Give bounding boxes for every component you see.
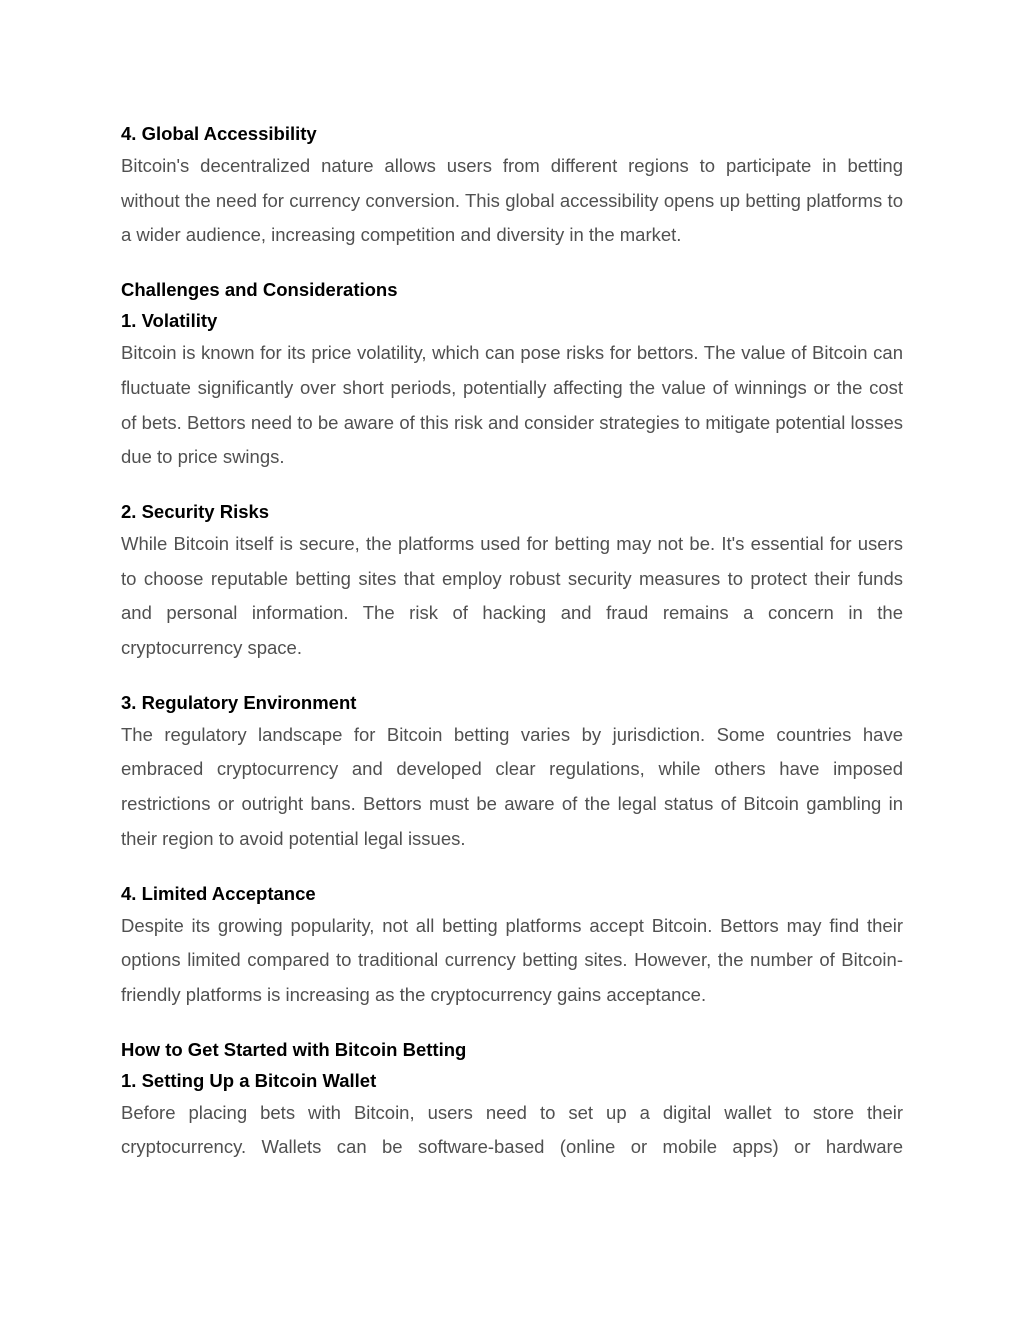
spacer xyxy=(121,666,903,687)
paragraph-security-risks: While Bitcoin itself is secure, the platforms used for betting may not be. It's essential for users to choose reputable betting sites that employ robust security measures to protect their funds and personal information. The risk of hacking and fraud remains a concern in the cryptocurrency space. xyxy=(121,532,903,659)
spacer xyxy=(121,253,903,274)
section-heading-get-started: How to Get Started with Bitcoin Betting xyxy=(121,1038,467,1060)
subheading-volatility: 1. Volatility xyxy=(121,310,218,332)
subheading-bitcoin-wallet: 1. Setting Up a Bitcoin Wallet xyxy=(121,1069,377,1091)
spacer xyxy=(121,857,903,878)
paragraph-bitcoin-wallet: Before placing bets with Bitcoin, users need to set up a digital wallet to store their cryptocurrency. Wallets can be software-based (online or mobile apps) or hardware xyxy=(121,1101,903,1158)
spacer xyxy=(121,475,903,496)
paragraph-global-accessibility: Bitcoin's decentralized nature allows users from different regions to participate in betting without the need for currency conversion. This global accessibility opens up betting platforms to a wider audience, increasing competition and diversity in the market. xyxy=(121,155,903,246)
section-heading-global-accessibility: 4. Global Accessibility xyxy=(121,123,317,144)
section-heading-challenges: Challenges and Considerations xyxy=(121,279,398,301)
paragraph-volatility: Bitcoin is known for its price volatility, which can pose risks for bettors. The value of Bitcoin can fluctuate significantly over short periods, potentially affecting the value of winnings or the cost of bets. Bettors need to be aware of this risk and consider strategies to mitigate potential losses due to price swings. xyxy=(121,342,903,468)
paragraph-limited-acceptance: Despite its growing popularity, not all betting platforms accept Bitcoin. Bettors may find their options limited compared to traditional currency betting sites. However, the number of Bitcoin-friendly platforms is increasing as the cryptocurrency gains acceptance. xyxy=(121,914,903,1005)
subheading-limited-acceptance: 4. Limited Acceptance xyxy=(121,882,316,904)
subheading-security-risks: 2. Security Risks xyxy=(121,500,270,522)
spacer xyxy=(121,1013,903,1034)
paragraph-regulatory-environment: The regulatory landscape for Bitcoin betting varies by jurisdiction. Some countries have embraced cryptocurrency and developed clear regulations, while others have imposed restrictions or outright bans. Bettors must be aware of the legal status of Bitcoin gambling in their region to avoid potential legal issues. xyxy=(121,723,903,849)
document-page xyxy=(121,118,903,1165)
subheading-regulatory-environment: 3. Regulatory Environment xyxy=(121,691,357,713)
